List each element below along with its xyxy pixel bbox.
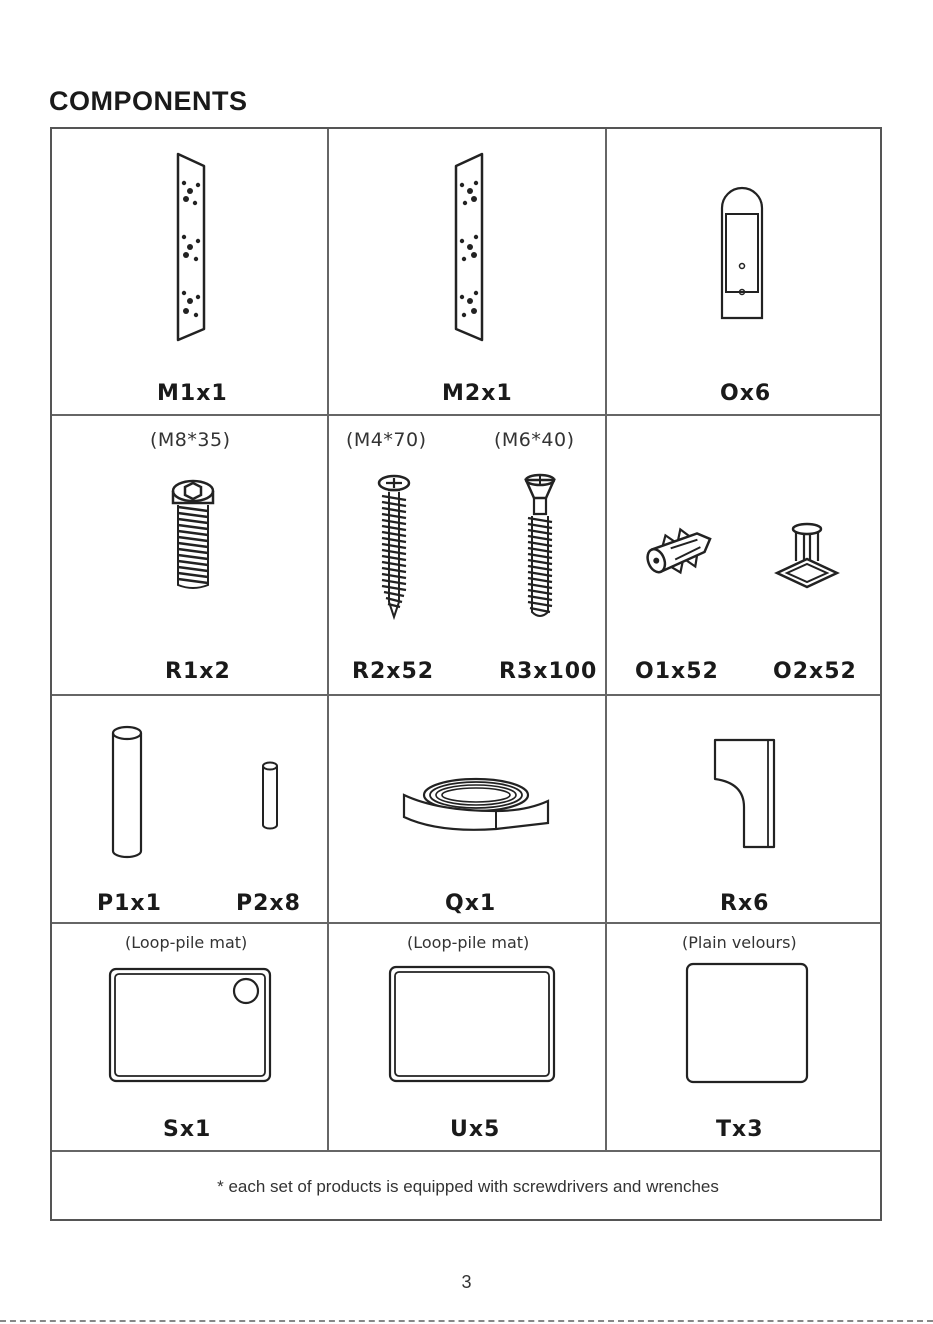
label-o: Ox6 xyxy=(720,381,772,406)
spec-r2: (M4*70) xyxy=(346,429,427,451)
wall-plug-o1-icon xyxy=(642,521,718,579)
spec-r3: (M6*40) xyxy=(494,429,575,451)
spec-r1: (M8*35) xyxy=(150,429,231,451)
page-title: COMPONENTS xyxy=(49,86,248,116)
label-u: Ux5 xyxy=(450,1117,501,1142)
mat-s-icon xyxy=(108,967,272,1083)
spec-t: (Plain velours) xyxy=(682,933,797,952)
tape-roll-q-icon xyxy=(398,767,554,837)
mat-u-icon xyxy=(388,965,556,1083)
bracket-m2-icon xyxy=(448,151,490,343)
label-p1: P1x1 xyxy=(97,891,162,916)
label-r: Rx6 xyxy=(720,891,770,916)
row-divider xyxy=(52,414,880,416)
tube-p1-icon xyxy=(110,725,144,861)
screw-r3-icon xyxy=(520,474,560,622)
page-edge-divider xyxy=(0,1320,933,1322)
page-number: 3 xyxy=(461,1272,472,1292)
row-divider xyxy=(52,1150,880,1152)
components-table xyxy=(50,127,882,1221)
label-s: Sx1 xyxy=(163,1117,212,1142)
pin-p2-icon xyxy=(260,761,280,833)
label-m2: M2x1 xyxy=(442,381,513,406)
label-p2: P2x8 xyxy=(236,891,301,916)
bolt-r1-icon xyxy=(170,479,216,591)
spec-s: (Loop-pile mat) xyxy=(125,933,248,952)
end-cap-o-icon xyxy=(720,184,764,320)
row-divider xyxy=(52,922,880,924)
fastener-o2-icon xyxy=(774,521,840,591)
bracket-m1-icon xyxy=(170,151,212,343)
label-r2: R2x52 xyxy=(352,659,435,684)
label-r3: R3x100 xyxy=(499,659,598,684)
label-r1: R1x2 xyxy=(165,659,231,684)
label-t: Tx3 xyxy=(716,1117,764,1142)
footnote: * each set of products is equipped with screwdrivers and wrenches xyxy=(217,1177,719,1196)
mat-t-icon xyxy=(685,962,809,1084)
label-m1: M1x1 xyxy=(157,381,228,406)
label-q: Qx1 xyxy=(445,891,497,916)
column-divider xyxy=(605,129,607,1150)
corner-piece-r-icon xyxy=(712,737,776,851)
label-o1: O1x52 xyxy=(635,659,719,684)
screw-r2-icon xyxy=(376,474,412,620)
spec-u: (Loop-pile mat) xyxy=(407,933,530,952)
label-o2: O2x52 xyxy=(773,659,857,684)
row-divider xyxy=(52,694,880,696)
column-divider xyxy=(327,129,329,1150)
